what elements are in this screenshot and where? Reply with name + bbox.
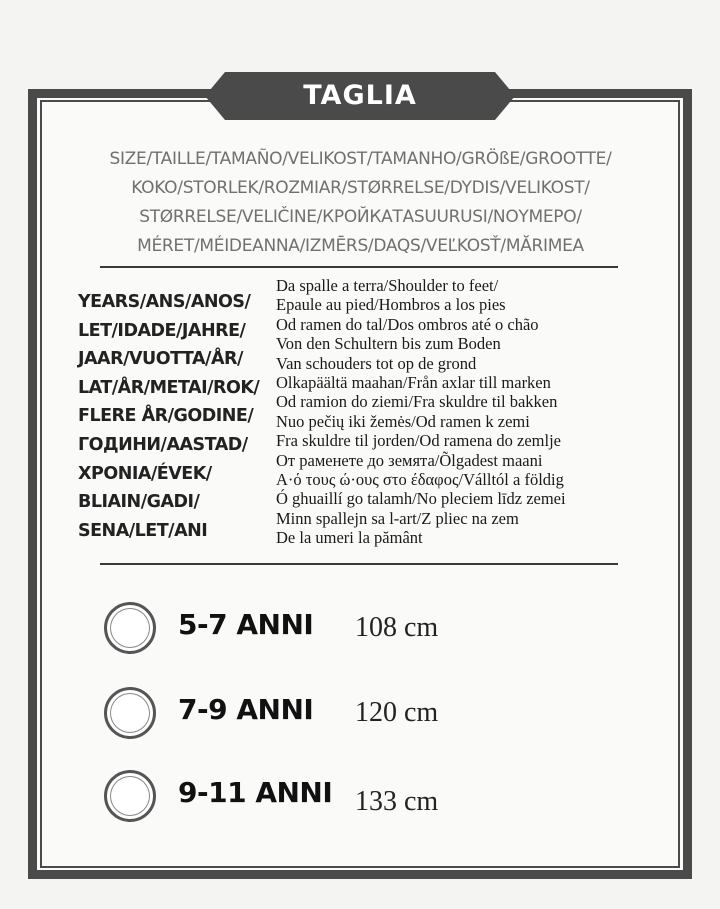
measure-line: Nuo pečių iki žemės/Od ramen k zemi <box>276 411 530 431</box>
size-translations <box>88 145 633 261</box>
measure-line: Da spalle a terra/Shoulder to feet/ <box>276 276 499 295</box>
years-label-line: BLIAIN/GADI/ <box>78 492 200 513</box>
divider-top <box>100 266 618 268</box>
measure-line: Von den Schultern bis zum Boden <box>276 334 501 354</box>
size-age-label: 5-7 ANNI <box>178 608 314 641</box>
size-age-label: 9-11 ANNI <box>178 776 333 809</box>
measure-line: Ó ghuaillí go talamh/No pleciem līdz zemei <box>276 489 566 509</box>
years-label-line: LAT/ÅR/METAI/ROK/ <box>78 377 260 398</box>
measure-line: Epaule au pied/Hombros a los pies <box>276 295 506 315</box>
measure-line: Olkapäältä maahan/Från axlar till marken <box>276 373 551 393</box>
size-option-row[interactable] <box>100 685 620 755</box>
years-label-line: SENA/LET/ANI <box>78 520 208 541</box>
years-label-line: YEARS/ANS/ANOS/ <box>78 292 251 312</box>
measure-line: Α·ό τους ώ·ους στο έδαφος/Válltól a földig <box>276 470 564 490</box>
size-length-value: 120 cm <box>355 697 439 728</box>
measure-line: Od ramion do ziemi/Fra skuldre til bakken <box>276 392 558 412</box>
measure-line: Minn spallejn sa l-art/Z pliec na zem <box>276 508 519 528</box>
years-label-line: JAAR/VUOTTA/ÅR/ <box>78 349 243 370</box>
size-radio-button[interactable] <box>104 602 156 654</box>
size-radio-button[interactable] <box>104 687 156 739</box>
size-length-value: 133 cm <box>355 786 439 817</box>
size-length-value: 108 cm <box>355 612 439 643</box>
measure-line: De la umeri la pământ <box>276 528 423 548</box>
measure-line: От раменете до земята/Õlgadest maani <box>276 450 543 470</box>
size-translation-line: SIZE/TAILLE/TAMAÑO/VELIKOST/TAMANHO/GRÖßE/GROOTTE/ <box>109 149 612 169</box>
size-translation-line: MÉRET/MÉIDEANNA/IZMĒRS/DAQS/VEĽKOSŤ/MĂRIMEA <box>137 236 584 256</box>
measure-translations <box>276 276 656 548</box>
size-option-row[interactable] <box>100 768 620 838</box>
size-radio-button[interactable] <box>104 770 156 822</box>
size-translation-line: KOKO/STORLEK/ROZMIAR/STØRRELSE/DYDIS/VELIKOST/ <box>131 178 590 198</box>
years-label-line: ГОДИНИ/AASTAD/ <box>78 434 248 455</box>
measure-line: Fra skuldre til jorden/Od ramena do zemlje <box>276 431 561 451</box>
years-label <box>78 288 278 545</box>
years-label-line: LET/IDADE/JAHRE/ <box>78 320 246 341</box>
size-age-label: 7-9 ANNI <box>178 693 314 726</box>
size-option-row[interactable] <box>100 600 620 670</box>
divider-bottom <box>100 563 618 565</box>
page-title: TAGLIA <box>303 80 417 111</box>
years-label-line: ΧΡΟΝΙΑ/ÉVEK/ <box>78 463 212 484</box>
years-label-line: FLERE ÅR/GODINE/ <box>78 406 254 427</box>
measure-line: Od ramen do tal/Dos ombros até o chão <box>276 314 539 334</box>
size-translation-line: STØRRELSE/VELIČINE/КРОЙКАТАSUURUSI/ΝΟΥΜΕΡΟ/ <box>139 207 582 227</box>
measure-line: Van schouders tot op de grond <box>276 353 477 373</box>
